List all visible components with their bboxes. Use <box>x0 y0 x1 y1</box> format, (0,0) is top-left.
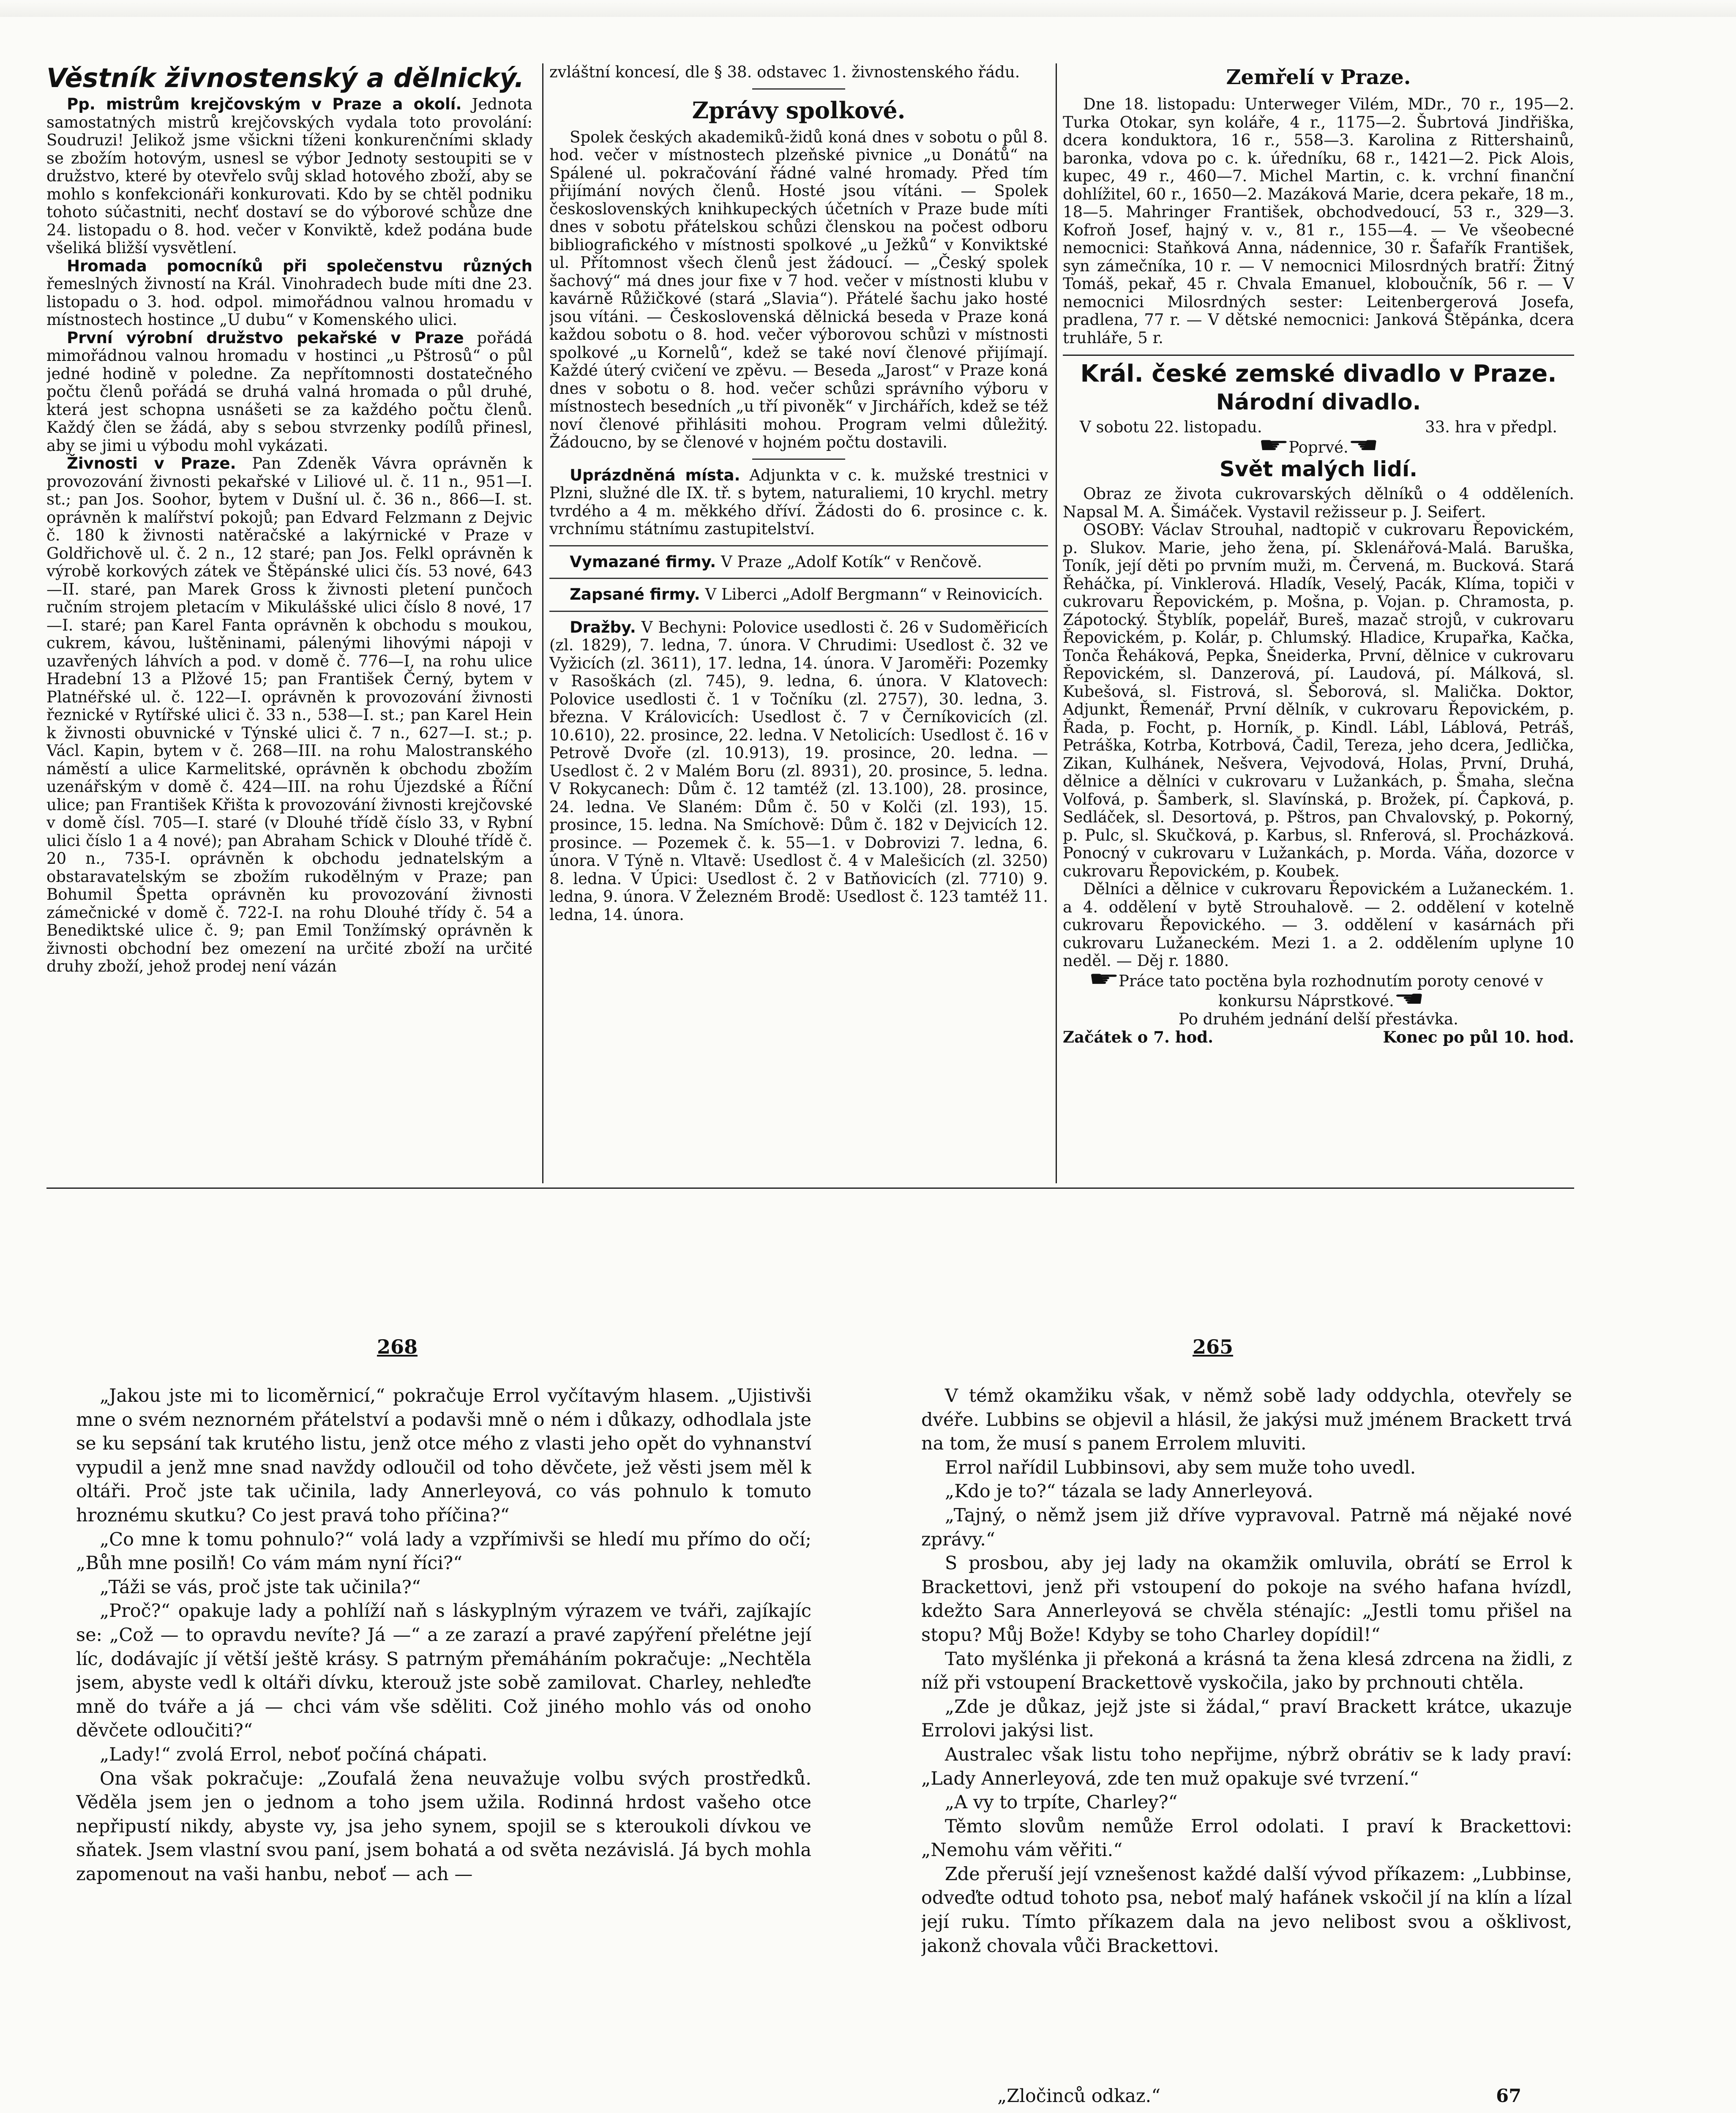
subscription-number: 33. hra v předpl. <box>1425 418 1557 436</box>
news-item-heading: Hromada pomocníků při společenstvu různých <box>67 257 532 275</box>
novel-paragraph: V témž okamžiku však, v němž sobě lady oddychla, otevřely se dvéře. Lubbins se objevil a hlásil, že jakýsi muž jménem Brackett trvá na tom, že musí s panem Errolem mluviti. <box>921 1385 1572 1455</box>
news-item-text: pořádá mimořádnou valnou hromadu v hostinci „u Pštrosů“ o půl jedné hodině v poledne. Za nepřítomnosti dostatečného počtu členů pořádá se druhá valná hromada o půl druhé, která jest schopna usnášeti se za každého počtu členů. Každý člen se žádá, aby s sebou stvrzenky podílů přinesl, aby se jimi u výbodu mohl vykázati. <box>46 328 532 455</box>
novel-paragraph: S prosbou, aby jej lady na okamžik omluvila, obrátí se Errol k Brackettovi, jenž při vstoupení do pokoje na svého hafana hvízdl, kdežto Sara Annerleyová se chvěla sténajíc: „Jestli tomu přišel na stopu? Můj Bože! Kdyby se toho Charley dopídil!“ <box>921 1553 1572 1646</box>
news-item <box>46 455 532 976</box>
start-time: Začátek o 7. hod. <box>1063 1028 1214 1046</box>
novel-paragraph: „Lady!“ zvolá Errol, neboť počíná chápati. <box>99 1744 488 1765</box>
page-number-right: 265 <box>1192 1335 1234 1358</box>
pointing-hand-icon: ☛ <box>1088 966 1120 992</box>
novel-paragraph: Australec však listu toho nepřijme, nýbrž obrátiv se k lady praví: „Lady Annerleyová, zde ten muž opakuje své tvrzení.“ <box>921 1744 1572 1789</box>
novel-paragraph: „Proč?“ opakuje lady a pohlíží naň s láskyplným výrazem ve tváři, zajíkajíc se: „Což — to opravdu nevíte? Já —“ a ze zarazí a pravé zapýření přelétne její líc, dodávajíc jí větší ještě krásy. S patrným přemáháním pokračuje: „Nechtěla jsem, abyste vedl k oltáři dívku, kterouž jste sobě zamilovat. Charley, nehleďte mně do tváře a já — chci vám vše sděliti. Což jiného mohlo vás od onoho děvčete odloučiti?“ <box>76 1600 811 1742</box>
proceeds-text: Práce tato poctěna byla rozhodnutím poroty cenové v konkursu Náprstkové. <box>1119 972 1543 1010</box>
novel-paragraph: „Co mne k tomu pohnulo?“ volá lady a vzpřímivši se hledí mu přímo do očí; „Bůh mne posilň! Co vám mám nyní říci?“ <box>76 1529 811 1574</box>
play-subtitle: Obraz ze života cukrovarských dělníků o 4 odděleních. Napsal M. A. Šimáček. Vystavil režisseur p. J. Seifert. <box>1063 485 1574 521</box>
proceeds-note <box>1063 966 1574 1012</box>
column-divider <box>1056 63 1057 1183</box>
novel-paragraph: Errol nařídil Lubbinsovi, aby sem muže toho uvedl. <box>944 1457 1416 1478</box>
novel-paragraph: „Zde je důkaz, jejž jste si žádal,“ praví Brackett krátce, ukazuje Errolovi jakýsi list. <box>921 1696 1572 1742</box>
novel-footer <box>921 2086 1572 2107</box>
news-item <box>46 96 532 257</box>
notice-vacancies <box>549 467 1048 538</box>
news-item <box>46 257 532 329</box>
club-notices: Spolek českých akademiků-židů koná dnes v sobotu o půl 8. hod. večer v místnostech plzeňské pivnice „u Donátů“ na Spálené ul. pokračování řádné valné hromady. Před tím přijímání nových členů. Hosté jsou vítáni. — Spolek československých knihkupeckých účetních v Praze bude míti dnes v sobotu přátelskou schůzi členskou na počest odboru bibliografického v místnosti spolkové „u Ježků“ v Konviktské ul. Přítomnost všech členů jest žádoucí. — „Český spolek šachový“ má dnes jour fixe v 7 hod. večer v místnosti klubu v kavárně Růžičkové (stará „Slavia“). Přátelé šachu jako hosté jsou vítáni. — Československá dělnická beseda v Praze koná každou sobotu o 8. hod. večer výborovou schůzi v místnosti spolkové „u Kornelů“, kdež se také noví členové přijímají. Každé úterý cvičení ve zpěvu. — Beseda „Jarost“ v Praze koná dnes v sobotu o 8. hod. večer schůzi správního výboru v místnostech besedních „u tří pivoněk“ v Jirchářích, kdež se též noví členové přihlásiti mohou. Program velmi důležitý. Žádoucno, by se členové v hojném počtu dostavili. <box>549 128 1048 451</box>
premiere-label: Poprvé. <box>1288 438 1348 456</box>
notice-removed-firms <box>549 553 1048 571</box>
notice-text: V Liberci „Adolf Bergmann“ v Reinovicích. <box>705 585 1043 603</box>
novel-paragraph: Ona však pokračuje: „Zoufalá žena neuvažuje volbu svých prostředků. Věděla jsem jen o jednom a toho jsem užila. Rodinná hrdost vašeho otce nepřipustí nikdy, abyste vy, jsa jeho synem, spojil se s kteroukoli dívkou ve sňatek. Jsem vlastní svou paní, jsem bohatá a od světa nezávislá. Já bych mohla zapomenout na vaši hanbu, neboť — ach — <box>76 1768 811 1885</box>
notice-registered-firms <box>549 586 1048 604</box>
death-notices: Dne 18. listopadu: Unterweger Vilém, MDr., 70 r., 195—2. Turka Otokar, syn koláře, 4 r., 1175—2. Šubrtová Jindřiška, dcera konduktora, 16 r., 558—3. Karolina z Rittershainů, baronka, vdova po c. k. úředníku, 68 r., 1421—2. Pick Alois, kupec, 49 r., 460—7. Michel Martin, c. k. vrchní finanční dohlížitel, 60 r., 1650—2. Mazáková Marie, dcera pekaře, 18 m., 18—5. Mahringer František, obchodvedoucí, 53 r., 329—3. Kofroň Josef, hajný v. v., 81 r., 155—4. — Ve všeobecné nemocnici: Staňková Anna, nádennice, 30 r. Šafařík František, syn zámečníka, 10 r. — V nemocnici Milosrdných bratří: Žitný Tomáš, pekař, 45 r. Chvala Emanuel, kloboučník, 56 r. — V nemocnici Milosrdných sester: Leitenbergerová Josefa, pradlena, 77 r. — V dětské nemocnici: Janková Štěpánka, dcera truhláře, 5 r. <box>1063 95 1574 347</box>
news-item-heading: Živnosti v Praze. <box>67 454 236 472</box>
performance-date: V sobotu 22. listopadu. <box>1080 418 1262 436</box>
novel-paragraph: Tato myšlénka ji překoná a krásná ta žena klesá zdrcena na židli, z níž při vstoupení Brackettově vyskočila, jako by prchnouti chtěla. <box>921 1648 1572 1694</box>
notice-auctions <box>549 619 1048 924</box>
short-divider <box>549 578 1048 579</box>
novel-page-right <box>921 1384 1572 2102</box>
novel-paragraph: „Tajný, o němž jsem již dříve vypravoval. Patrně má nějaké nové zprávy.“ <box>921 1504 1572 1550</box>
section-title-clubs: Zprávy spolkové. <box>692 96 906 124</box>
footer-title: „Zločinců odkaz.“ <box>997 2086 1161 2107</box>
play-title: Svět malých lidí. <box>1219 457 1418 481</box>
notice-text: Adjunkta v c. k. mužské trestnici v Plzni, služné dle IX. tř. s bytem, naturaliemi, 10 krychl. metry tvrdého a 4 m. měkkého dříví. Žádosti do 6. prosince c. k. vrchnímu státnímu zastupitelství. <box>549 466 1048 538</box>
continued-text: zvláštní koncesí, dle § 38. odstavec 1. živnostenského řádu. <box>549 63 1020 81</box>
novel-page-left <box>76 1384 811 2113</box>
pointing-hand-icon: ☚ <box>1347 432 1379 458</box>
novel-paragraph: „A vy to trpíte, Charley?“ <box>944 1792 1178 1813</box>
notice-text: V Bechyni: Polovice usedlosti č. 26 v Sudoměřicích (zl. 1829), 7. ledna, 7. února. V Chrudimi: Usedlost č. 32 ve Vyžicích (zl. 3611), 17. ledna, 14. února. V Jaroměři: Pozemky v Rasoškách (zl. 745), 9. ledna, 6. února. V Klatovech: Polovice usedlosti č. 1 v Točníku (zl. 2757), 30. ledna, 3. března. V Královicích: Usedlost č. 7 v Černíkovicích (zl. 10.610), 22. prosince, 22. ledna. V Netolicích: Usedlost č. 16 v Petrově Dvoře (zl. 10.913), 19. prosince, 20. ledna. — Usedlost č. 2 v Malém Boru (zl. 8931), 20. prosince, 5. ledna. V Rokycanech: Dům č. 12 tamtéž (zl. 13.100), 28. prosince, 24. ledna. Ve Slaném: Dům č. 50 v Kolči (zl. 193), 15. prosince, 15. ledna. Na Smíchově: Dům č. 182 v Dejvicích 12. prosince. — Pozemek č. k. 55—1. v Dobrovizi 7. ledna, 6. února. V Týně n. Vltavě: Usedlost č. 4 v Malešicích (zl. 3250) 8. ledna. V Úpici: Usedlost č. 2 v Batňovicích (zl. 7710) 9. ledna, 9. února. V Železném Brodě: Usedlost č. 123 tamtéž 11. ledna, 14. února. <box>549 618 1048 924</box>
notice-heading: Vymazané firmy. <box>570 552 716 571</box>
column-divider <box>542 63 543 1183</box>
novel-paragraph: „Kdo je to?“ tázala se lady Annerleyová. <box>944 1481 1313 1502</box>
theatre-subheading: Národní divadlo. <box>1216 390 1421 415</box>
play-cast: OSOBY: Václav Strouhal, nadtopič v cukrovaru Řepovickém, p. Slukov. Marie, jeho žena, pí. Sklenářová-Malá. Baruška, Toník, její děti po prvním muži, m. Červená, m. Bucková. Stará Řeháčka, pí. Vinklerová. Hladík, Veselý, Pacák, Klíma, topiči v cukrovaru Řepovickém, p. Mošna, p. Vojan. p. Chramosta, p. Zápotocký. Štyblík, popelář, Bureš, mazač strojů, v cukrovaru Řepovickém, p. Kolár, p. Chlumský. Hladice, Krupařka, Kačka, Tonča Řeháková, Pepka, Šneiderka, První, dělnice v cukrovaru Řepovickém, sl. Danzerová, pí. Laudová, pí. Málková, sl. Kubešová, sl. Fistrová, sl. Šeborová, sl. Malička. Doktor, Adjunkt, Řemenář, První dělník, v cukrovaru Řepovickém, p. Řada, p. Focht, p. Horník, p. Kindl. Lábl, Láblová, Petráš, Petráška, Kotrba, Kotrbová, Čadil, Tereza, jeho dcera, Jedlička, Zikan, Kulhánek, Nešvera, Vejvodová, Holas, První, Druhá, dělnice a dělníci v cukrovaru v Lužankách, p. Šmaha, slečna Volfová, p. Šamberk, sl. Slavínská, p. Brožek, pí. Čapková, p. Sedláček, sl. Desortová, p. Pštros, pan Chvalovský, p. Pokorný, p. Pulc, sl. Skučková, p. Karbus, sl. Rnferová, sl. Procházková. Ponocný v cukrovaru v Lužankách, p. Morda. Váňa, dozorce v cukrovaru Řepovickém, p. Koubek. <box>1063 521 1574 880</box>
play-settings: Dělníci a dělnice v cukrovaru Řepovickém a Lužaneckém. 1. a 4. oddělení v bytě Strouhalově. — 2. oddělení v kotelně cukrovaru Řepovického. — 3. oddělení v kasárnách při cukrovaru Lužaneckém. Mezi 1. a 2. oddělením uplyne 10 neděl. — Děj r. 1880. <box>1063 880 1574 970</box>
column-club-news <box>549 63 1048 1183</box>
novel-paragraph: „Táži se vás, proč jste tak učinila?“ <box>99 1576 421 1598</box>
news-item-text: řemeslných živností na Král. Vinohradech bude míti dne 23. listopadu o 3. hod. odpol. mimořádnou valnou hromadu v místnostech hostince „U dubu“ v Komenského ulici. <box>46 275 532 329</box>
section-divider <box>1063 355 1574 356</box>
news-item-heading: Pp. mistrům krejčovským v Praze a okolí. <box>67 95 462 113</box>
performance-date-line <box>1063 418 1574 437</box>
notice-heading: Zapsané firmy. <box>570 585 700 603</box>
short-divider <box>549 545 1048 546</box>
news-item-text: Jednota samostatných mistrů krejčovských vydala toto provolání: Soudruzi! Jelikož jsme všickni tíženi konkurenčními sklady se zbožím hotovým, usnesl se výbor Jednoty sestoupiti se v družstvo, které by otevřelo svůj sklad hotového zboží, aby se mohlo s konfekcionáři konkurovati. Kdo by se chtěl podniku tohoto súčastniti, nechť dostaví se do výborové schůze dne 24. listopadu o 8. hod. večer v Konviktě, kdež podána bude všeliká bližší vysvětlení. <box>46 95 532 257</box>
news-item-heading: První výrobní družstvo pekařské v Praze <box>67 328 464 347</box>
column-deaths-theatre <box>1063 63 1574 1183</box>
section-title-trade: Věstník živnostenský a dělnický. <box>46 63 524 93</box>
news-item-text: Pan Zdeněk Vávra oprávněn k provozování živnosti pekařské v Liliové ul. č. 11 n., 951—I. st.; pan Jos. Soohor, bytem v Dušní ul. č. 36 n., 866—I. st. oprávněn k malířství pokojů; pan Edvard Felzmann z Dejvic č. 180 k živnosti natěračské a lakýrnické v Praze v Goldřichově ul. č. 2 n., 12 staré; pan Jos. Felkl oprávněn k výrobě korkových zátek ve Štěpánské ulici čís. 53 nové, 643—II. staré, pan Marek Gross k živnosti pletení punčoch ručním strojem pletacím v Mikulášské ulici číslo 8 nové, 17—I. staré; pan Karel Fanta oprávněn k obchodu s moukou, cukrem, kávou, luštěninami, pálenými lihovými nápoji v uzavřených láhvích a pod. v domě č. 776—I, na rohu ulice Hradební 13 a Plžové 15; pan František Černý, bytem v Platnéřské ul. č. 122—I. oprávněn k provozování živnosti řeznické v Rytířské ulici č. 33 n., 538—I. st.; pan Karel Hein k živnosti obuvnické v Týnské ulici č. 7 n., 627—I. st.; p. Václ. Kapin, bytem v č. 268—III. na rohu Malostranského náměstí a ulice Karmelitské, oprávněn k obchodu zbožím uzenářským v domě č. 424—III. na rohu Újezdské a Říční ulice; pan František Křišta k provozování živnosti krejčovské v domě čísl. 705—I. staré (v Dlouhé třídě číslo 33, v Rybní ulici číslo 1 a 4 nové); pan Abraham Schick v Dlouhé třídě č. 20 n., 735-I. oprávněn k obchodu jednatelským a obstaravatelským se zbožím rukodělným v Praze; pan Bohumil Špetta oprávněn ku provozování živnosti zámečnické v domě č. 722-I. na rohu Dlouhé třídy č. 54 a Benediktské ulice č. 9; pan Emil Tonžímský oprávněn k živnosti obchodní bez omezení na určité zboží na určité druhy zboží, jehož prodej není vázán <box>46 454 532 975</box>
intermission-note: Po druhém jednání delší přestávka. <box>1179 1010 1458 1028</box>
column-trade-news <box>46 63 532 1183</box>
notice-heading: Dražby. <box>570 618 636 636</box>
strip-bottom-rule <box>46 1188 1574 1189</box>
notice-text: V Praze „Adolf Kotík“ v Renčově. <box>721 552 982 571</box>
short-divider <box>549 611 1048 612</box>
novel-paragraph: Zde přeruší její vznešenost každé další vývod příkazem: „Lubbinse, odveďte odtud tohoto psa, neboť malý hafánek vskočil jí na klín a lízal její ruku. Tímto příkazem dala na jevo nelibost svou a ošklivost, jakonž chovala vůči Brackettovi. <box>921 1863 1572 1957</box>
premiere-line <box>1063 432 1574 458</box>
time-line <box>1063 1028 1574 1046</box>
pointing-hand-icon: ☛ <box>1258 432 1290 458</box>
section-title-deaths: Zemřelí v Praze. <box>1226 66 1411 89</box>
end-time: Konec po půl 10. hod. <box>1383 1028 1574 1046</box>
short-divider <box>752 88 845 90</box>
news-item <box>46 329 532 455</box>
footer-signature-number: 67 <box>1496 2086 1521 2107</box>
short-divider <box>752 459 845 460</box>
novel-paragraph: „Jakou jste mi to licoměrnicí,“ pokračuje Errol vyčítavým hlasem. „Ujistivši mne o svém neznorném přátelství a podavši mně o ném i důkazy, odhodlala jste se ku sepsání tak krutého listu, jenž otce mého z vlasti jeho opět do vyhnanství vypudil a jenž mne snad navždy odloučil od toho děvčete, jež věsti jsem měl k oltáři. Proč jste tak učinila, lady Annerleyová, co vás pohnulo k tomuto hroznému skutku? Co jest pravá toho příčina?“ <box>76 1385 811 1526</box>
page-number-left: 268 <box>377 1335 418 1358</box>
paper-edge <box>0 0 1736 17</box>
novel-paragraph: Těmto slovům nemůže Errol odolati. I praví k Brackettovi: „Nemohu vám věřiti.“ <box>921 1815 1572 1861</box>
theatre-heading: Král. české zemské divadlo v Praze. <box>1080 360 1557 388</box>
pointing-hand-icon: ☚ <box>1393 986 1425 1012</box>
notice-heading: Uprázdněná místa. <box>570 466 740 484</box>
